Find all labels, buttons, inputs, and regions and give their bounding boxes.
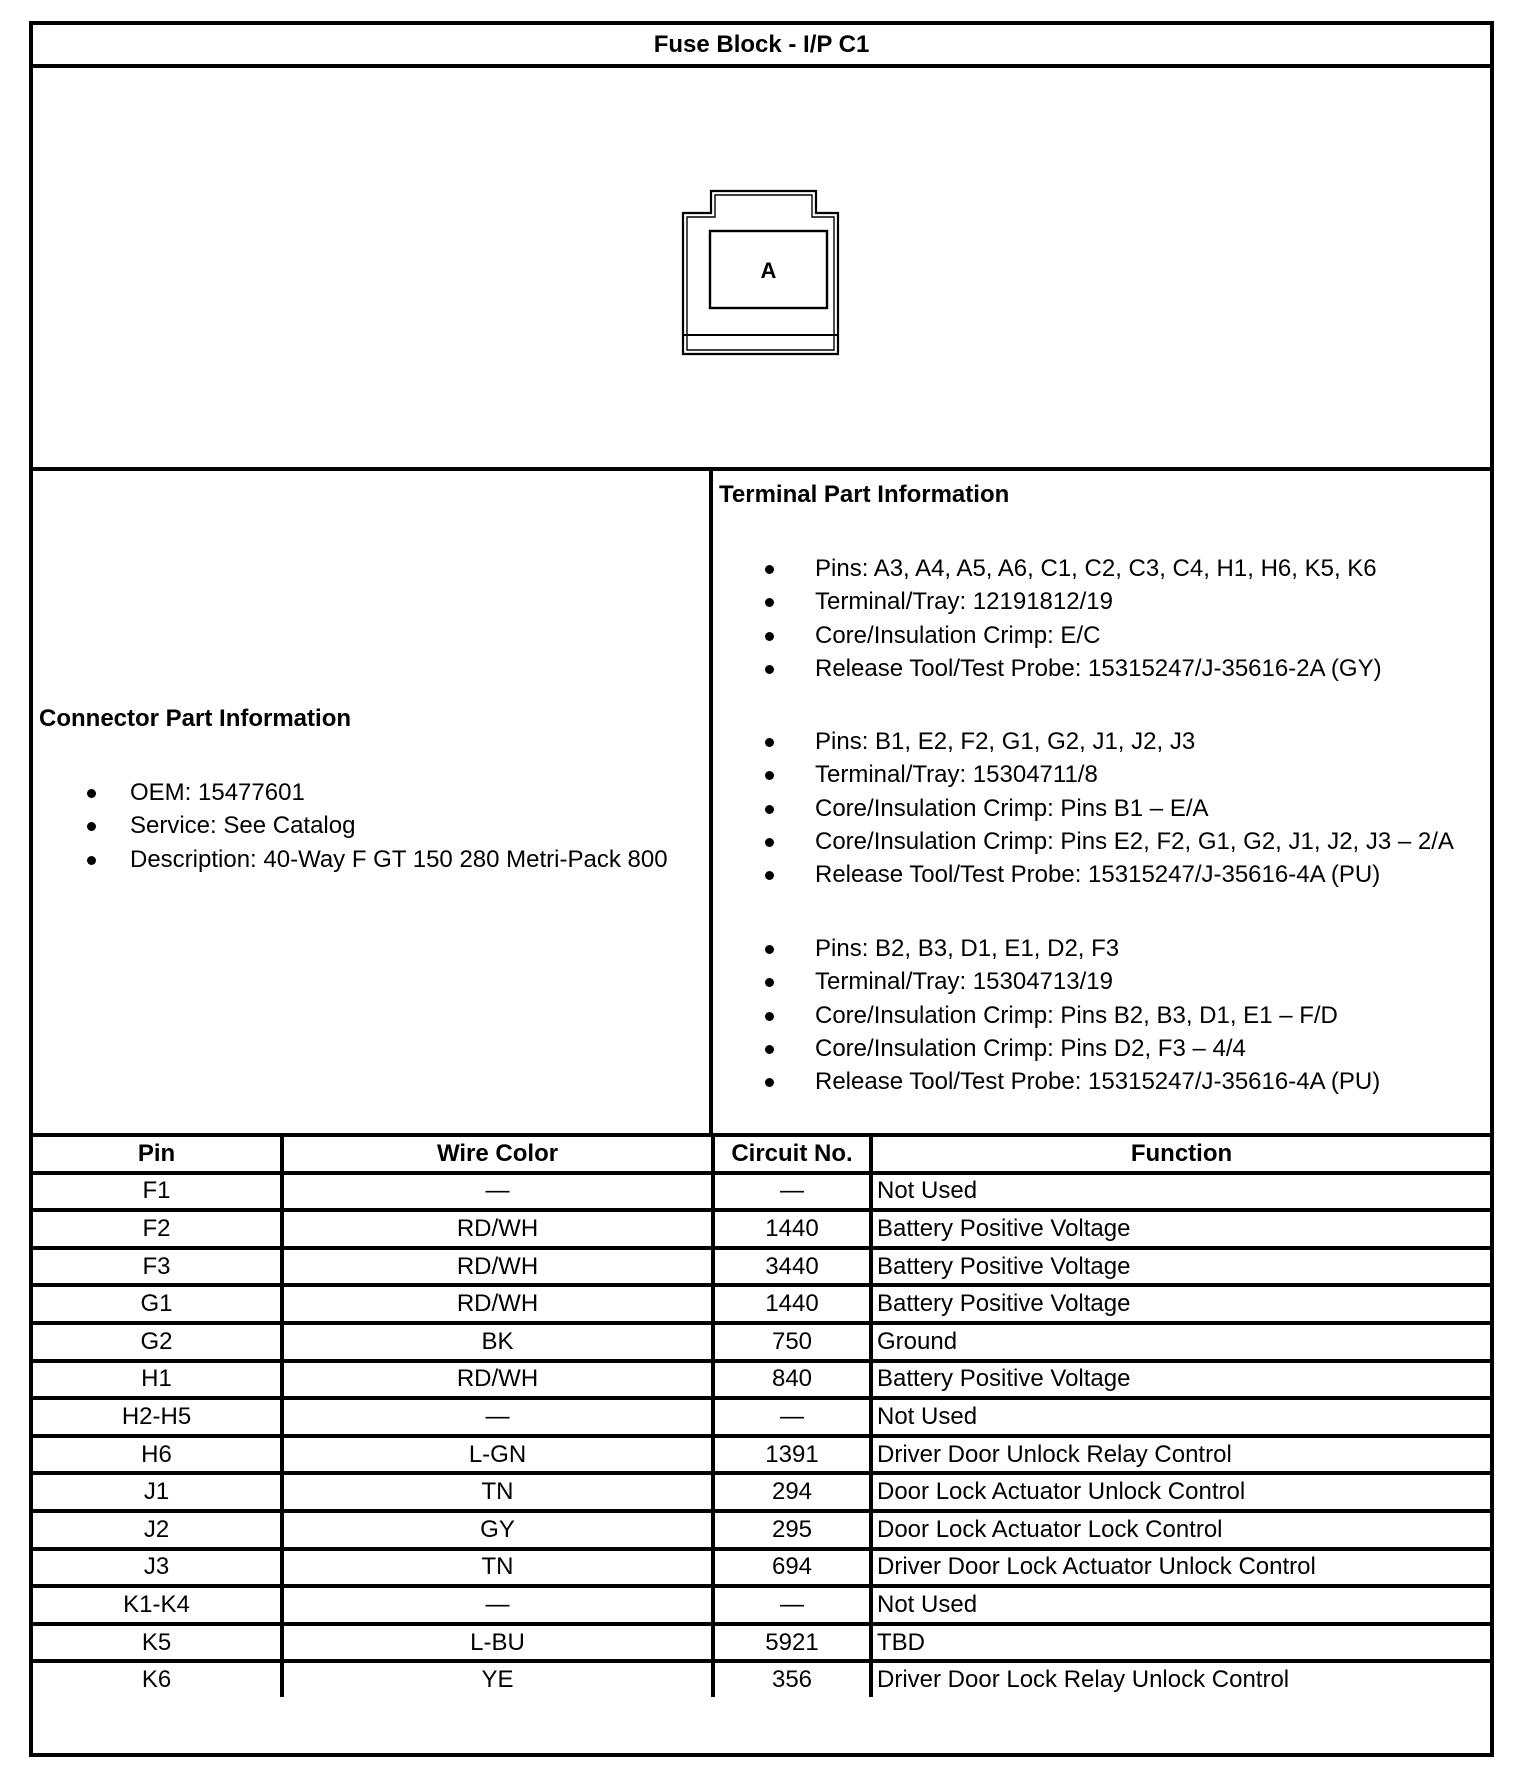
list-item: Terminal/Tray: 15304713/19 [713, 965, 1380, 998]
list-item: Core/Insulation Crimp: E/C [713, 619, 1382, 652]
wire-color-cell: RD/WH [282, 1248, 713, 1286]
circuit-cell: — [713, 1173, 871, 1211]
terminal-part-info [713, 471, 1490, 1133]
bullet-icon [765, 871, 774, 880]
function-cell: Battery Positive Voltage [871, 1361, 1490, 1399]
list-item: Core/Insulation Crimp: Pins B1 – E/A [713, 792, 1454, 825]
circuit-cell: 356 [713, 1661, 871, 1697]
wire-color-cell: YE [282, 1661, 713, 1697]
bullet-icon [765, 805, 774, 814]
wire-color-cell: GY [282, 1511, 713, 1549]
wire-color-cell: TN [282, 1473, 713, 1511]
bullet-icon [765, 565, 774, 574]
function-cell: Not Used [871, 1173, 1490, 1211]
wire-color-cell: BK [282, 1323, 713, 1361]
pin-cell: G2 [33, 1323, 282, 1361]
connector-sheet [29, 21, 1494, 1757]
pin-cell: H6 [33, 1436, 282, 1474]
pinout-table [33, 1137, 1490, 1697]
pin-cell: J3 [33, 1549, 282, 1587]
list-item: Release Tool/Test Probe: 15315247/J-35616-4A (PU) [713, 858, 1454, 891]
table-row [33, 1398, 1490, 1436]
circuit-cell: 1391 [713, 1436, 871, 1474]
circuit-cell: — [713, 1398, 871, 1436]
pin-cell: F3 [33, 1248, 282, 1286]
bullet-icon [765, 632, 774, 641]
list-item: Core/Insulation Crimp: Pins D2, F3 – 4/4 [713, 1032, 1380, 1065]
terminal-group-2 [713, 725, 1454, 891]
circuit-cell: 1440 [713, 1210, 871, 1248]
list-item: Service: See Catalog [33, 809, 668, 842]
bullet-icon [87, 822, 96, 831]
header-function: Function [871, 1137, 1490, 1173]
circuit-cell: 840 [713, 1361, 871, 1399]
bullet-icon [765, 771, 774, 780]
bullet-icon [765, 838, 774, 847]
function-cell: Not Used [871, 1398, 1490, 1436]
bullet-icon [765, 945, 774, 954]
wire-color-cell: RD/WH [282, 1285, 713, 1323]
cavity-a-label: A [760, 258, 777, 283]
pin-cell: K6 [33, 1661, 282, 1697]
function-cell: Driver Door Lock Actuator Unlock Control [871, 1549, 1490, 1587]
bullet-icon [765, 978, 774, 987]
function-cell: Battery Positive Voltage [871, 1210, 1490, 1248]
part-info-row [33, 471, 1490, 1137]
pin-cell: J1 [33, 1473, 282, 1511]
sheet-title: Fuse Block - I/P C1 [33, 25, 1490, 68]
connector-info-list [33, 776, 668, 876]
function-cell: Door Lock Actuator Unlock Control [871, 1473, 1490, 1511]
circuit-cell: 294 [713, 1473, 871, 1511]
bullet-icon [765, 1012, 774, 1021]
list-item: Release Tool/Test Probe: 15315247/J-35616-4A (PU) [713, 1065, 1380, 1098]
table-row [33, 1661, 1490, 1697]
table-row [33, 1210, 1490, 1248]
function-cell: Ground [871, 1323, 1490, 1361]
circuit-cell: 295 [713, 1511, 871, 1549]
bullet-icon [87, 789, 96, 798]
terminal-group-1 [713, 552, 1382, 685]
table-row [33, 1473, 1490, 1511]
bullet-icon [765, 598, 774, 607]
circuit-cell: 694 [713, 1549, 871, 1587]
list-item: Core/Insulation Crimp: Pins E2, F2, G1, G2, J1, J2, J3 – 2/A [713, 825, 1454, 858]
list-item: Core/Insulation Crimp: Pins B2, B3, D1, E1 – F/D [713, 999, 1380, 1032]
circuit-cell: — [713, 1586, 871, 1624]
list-item: Release Tool/Test Probe: 15315247/J-35616-2A (GY) [713, 652, 1382, 685]
connector-face-drawing [33, 68, 1490, 467]
list-item: Description: 40-Way F GT 150 280 Metri-Pack 800 [33, 843, 668, 876]
bullet-icon [87, 856, 96, 865]
table-row [33, 1323, 1490, 1361]
function-cell: Door Lock Actuator Lock Control [871, 1511, 1490, 1549]
wire-color-cell: — [282, 1586, 713, 1624]
list-item: Pins: B2, B3, D1, E1, D2, F3 [713, 932, 1380, 965]
function-cell: Driver Door Lock Relay Unlock Control [871, 1661, 1490, 1697]
function-cell: Driver Door Unlock Relay Control [871, 1436, 1490, 1474]
table-row [33, 1511, 1490, 1549]
pin-cell: F1 [33, 1173, 282, 1211]
wire-color-cell: RD/WH [282, 1361, 713, 1399]
list-item: OEM: 15477601 [33, 776, 668, 809]
pin-cell: H1 [33, 1361, 282, 1399]
list-item: Terminal/Tray: 12191812/19 [713, 585, 1382, 618]
wire-color-cell: — [282, 1398, 713, 1436]
terminal-group-3 [713, 932, 1380, 1098]
connector-diagram-panel [33, 68, 1490, 471]
pin-cell: K5 [33, 1624, 282, 1662]
function-cell: TBD [871, 1624, 1490, 1662]
table-row [33, 1549, 1490, 1587]
table-header-row [33, 1137, 1490, 1173]
bullet-icon [765, 1045, 774, 1054]
table-row [33, 1285, 1490, 1323]
connector-info-heading: Connector Part Information [39, 705, 352, 732]
list-item: Pins: B1, E2, F2, G1, G2, J1, J2, J3 [713, 725, 1454, 758]
pin-cell: J2 [33, 1511, 282, 1549]
bullet-icon [765, 665, 774, 674]
table-row [33, 1624, 1490, 1662]
bullet-icon [765, 1078, 774, 1087]
circuit-cell: 750 [713, 1323, 871, 1361]
bullet-icon [765, 738, 774, 747]
function-cell: Battery Positive Voltage [871, 1248, 1490, 1286]
header-wire-color: Wire Color [282, 1137, 713, 1173]
function-cell: Battery Positive Voltage [871, 1285, 1490, 1323]
list-item: Terminal/Tray: 15304711/8 [713, 758, 1454, 791]
circuit-cell: 3440 [713, 1248, 871, 1286]
wire-color-cell: L-BU [282, 1624, 713, 1662]
pin-cell: H2-H5 [33, 1398, 282, 1436]
table-row [33, 1361, 1490, 1399]
list-item: Pins: A3, A4, A5, A6, C1, C2, C3, C4, H1, H6, K5, K6 [713, 552, 1382, 585]
wire-color-cell: RD/WH [282, 1210, 713, 1248]
circuit-cell: 1440 [713, 1285, 871, 1323]
wire-color-cell: — [282, 1173, 713, 1211]
table-row [33, 1436, 1490, 1474]
header-circuit-no: Circuit No. [713, 1137, 871, 1173]
table-row [33, 1173, 1490, 1211]
wire-color-cell: L-GN [282, 1436, 713, 1474]
circuit-cell: 5921 [713, 1624, 871, 1662]
function-cell: Not Used [871, 1586, 1490, 1624]
header-pin: Pin [33, 1137, 282, 1173]
table-row [33, 1586, 1490, 1624]
pin-cell: F2 [33, 1210, 282, 1248]
table-row [33, 1248, 1490, 1286]
terminal-info-heading: Terminal Part Information [719, 481, 1010, 508]
pin-cell: G1 [33, 1285, 282, 1323]
wire-color-cell: TN [282, 1549, 713, 1587]
connector-part-info [33, 471, 713, 1133]
pin-cell: K1-K4 [33, 1586, 282, 1624]
